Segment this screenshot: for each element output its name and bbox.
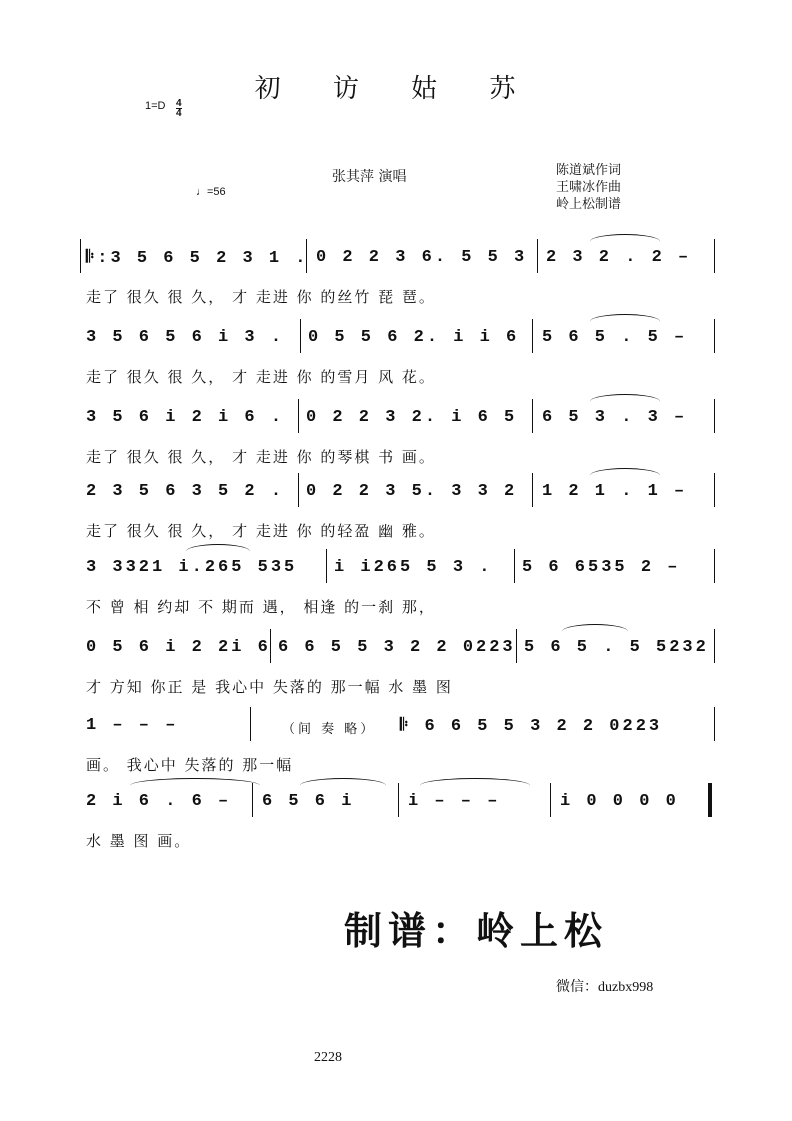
lyrics-line: 才 方知 你正 是 我心中 失落的 那一幅 水 墨 图	[86, 678, 453, 696]
lyrics-line: 水 墨 图 画。	[86, 832, 192, 850]
tie-arc	[590, 234, 660, 249]
barline	[537, 239, 538, 273]
measure: 2 3 2 . 2 –	[546, 248, 692, 267]
lyrics-line: 走了 很久 很 久， 才 走进 你 的琴棋 书 画。	[86, 448, 436, 466]
score-row	[0, 792, 792, 864]
score-row	[0, 328, 792, 400]
key-signature: 1=D	[145, 100, 166, 112]
barline	[714, 549, 715, 583]
lyrics-line: 走了 很久 很 久， 才 走进 你 的丝竹 琵 琶。	[86, 288, 436, 306]
credits-block	[556, 162, 621, 213]
lyrics-line: 不 曾 相 约却 不 期而 遇， 相逢 的一刹 那，	[86, 598, 436, 616]
barline	[398, 783, 399, 817]
score-row	[0, 558, 792, 630]
tie-arc	[562, 624, 628, 639]
barline	[532, 473, 533, 507]
measure: i – – –	[408, 792, 501, 811]
measure: 0 5 5 6 2. i i 6	[308, 328, 520, 347]
measure: 2 3 5 6 3 5 2 .	[86, 482, 285, 501]
singer-credit: 张其萍 演唱	[332, 169, 407, 185]
barline	[250, 707, 251, 741]
time-signature-top: 4	[176, 98, 182, 109]
measure: 2 i 6 . 6 –	[86, 792, 232, 811]
wechat-contact: 微信：duzbx998	[556, 980, 654, 995]
barline	[532, 319, 533, 353]
final-barline	[708, 783, 712, 817]
barline	[306, 239, 307, 273]
barline	[714, 473, 715, 507]
tempo-marking: ♩=56	[196, 186, 226, 198]
arranger-credit: 岭上松制谱	[556, 197, 622, 212]
lyrics-line: 画。 我心中 失落的 那一幅	[86, 756, 294, 774]
page-number: 2228	[314, 1050, 342, 1065]
song-title: 初 访 姑 苏	[254, 74, 538, 104]
barline	[550, 783, 551, 817]
lyrics-line: 走了 很久 很 久， 才 走进 你 的轻盈 幽 雅。	[86, 522, 436, 540]
measure: 𝄆 6 6 5 5 3 2 2 0223	[400, 717, 663, 736]
barline	[516, 629, 517, 663]
slur-arc	[186, 544, 250, 559]
barline	[532, 399, 533, 433]
barline	[714, 239, 715, 273]
measure: 5 6 5 . 5 –	[542, 328, 688, 347]
measure: i i265 5 3 .	[334, 558, 493, 577]
barline	[80, 239, 81, 273]
barline	[298, 399, 299, 433]
measure: 0 2 2 3 5. 3 3 2	[306, 482, 518, 501]
interlude-note: （间 奏 略）	[282, 722, 377, 737]
measure: 0 5 6 i 2 2i 6	[86, 638, 271, 657]
arranger-signature: 制谱：岭上松	[344, 908, 609, 953]
tie-arc	[590, 394, 660, 409]
measure: 1 2 1 . 1 –	[542, 482, 688, 501]
slur-arc	[300, 778, 386, 793]
barline	[714, 399, 715, 433]
score-row	[0, 482, 792, 554]
lyricist-credit: 陈道斌作词	[556, 163, 622, 178]
barline	[326, 549, 327, 583]
measure: 0 2 2 3 2. i 6 5	[306, 408, 518, 427]
time-signature	[176, 99, 182, 118]
composer-credit: 王啸冰作曲	[556, 180, 622, 195]
measure: 6 5 3 . 3 –	[542, 408, 688, 427]
measure: 5 6 6535 2 –	[522, 558, 681, 577]
measure: i 0 0 0 0	[560, 792, 679, 811]
score-row	[0, 716, 792, 788]
tie-arc	[590, 314, 660, 329]
tie-arc	[420, 778, 530, 793]
measure: 0 2 2 3 6. 5 5 3	[316, 248, 528, 267]
barline	[714, 707, 715, 741]
score-row	[0, 248, 792, 320]
time-signature-bottom: 4	[176, 108, 182, 119]
tie-arc	[130, 778, 260, 793]
barline	[514, 549, 515, 583]
barline	[270, 629, 271, 663]
barline	[300, 319, 301, 353]
measure: 3 5 6 5 6 i 3 .	[86, 328, 285, 347]
barline	[714, 319, 715, 353]
lyrics-line: 走了 很久 很 久， 才 走进 你 的雪月 风 花。	[86, 368, 436, 386]
barline	[714, 629, 715, 663]
score-row	[0, 638, 792, 710]
measure: 1 – – –	[86, 716, 179, 735]
score-row	[0, 408, 792, 480]
measure: 3 3321 i.265 535	[86, 558, 298, 577]
measure: 3 5 6 i 2 i 6 .	[86, 408, 285, 427]
tie-arc	[590, 468, 660, 483]
barline	[298, 473, 299, 507]
measure: 6 6 5 5 3 2 2 0223	[278, 638, 516, 657]
measure: 5 6 5 . 5 5232	[524, 638, 709, 657]
measure: 𝄆:3 5 6 5 2 3 1 .	[86, 249, 309, 268]
measure: 6 5 6 i	[262, 792, 355, 811]
